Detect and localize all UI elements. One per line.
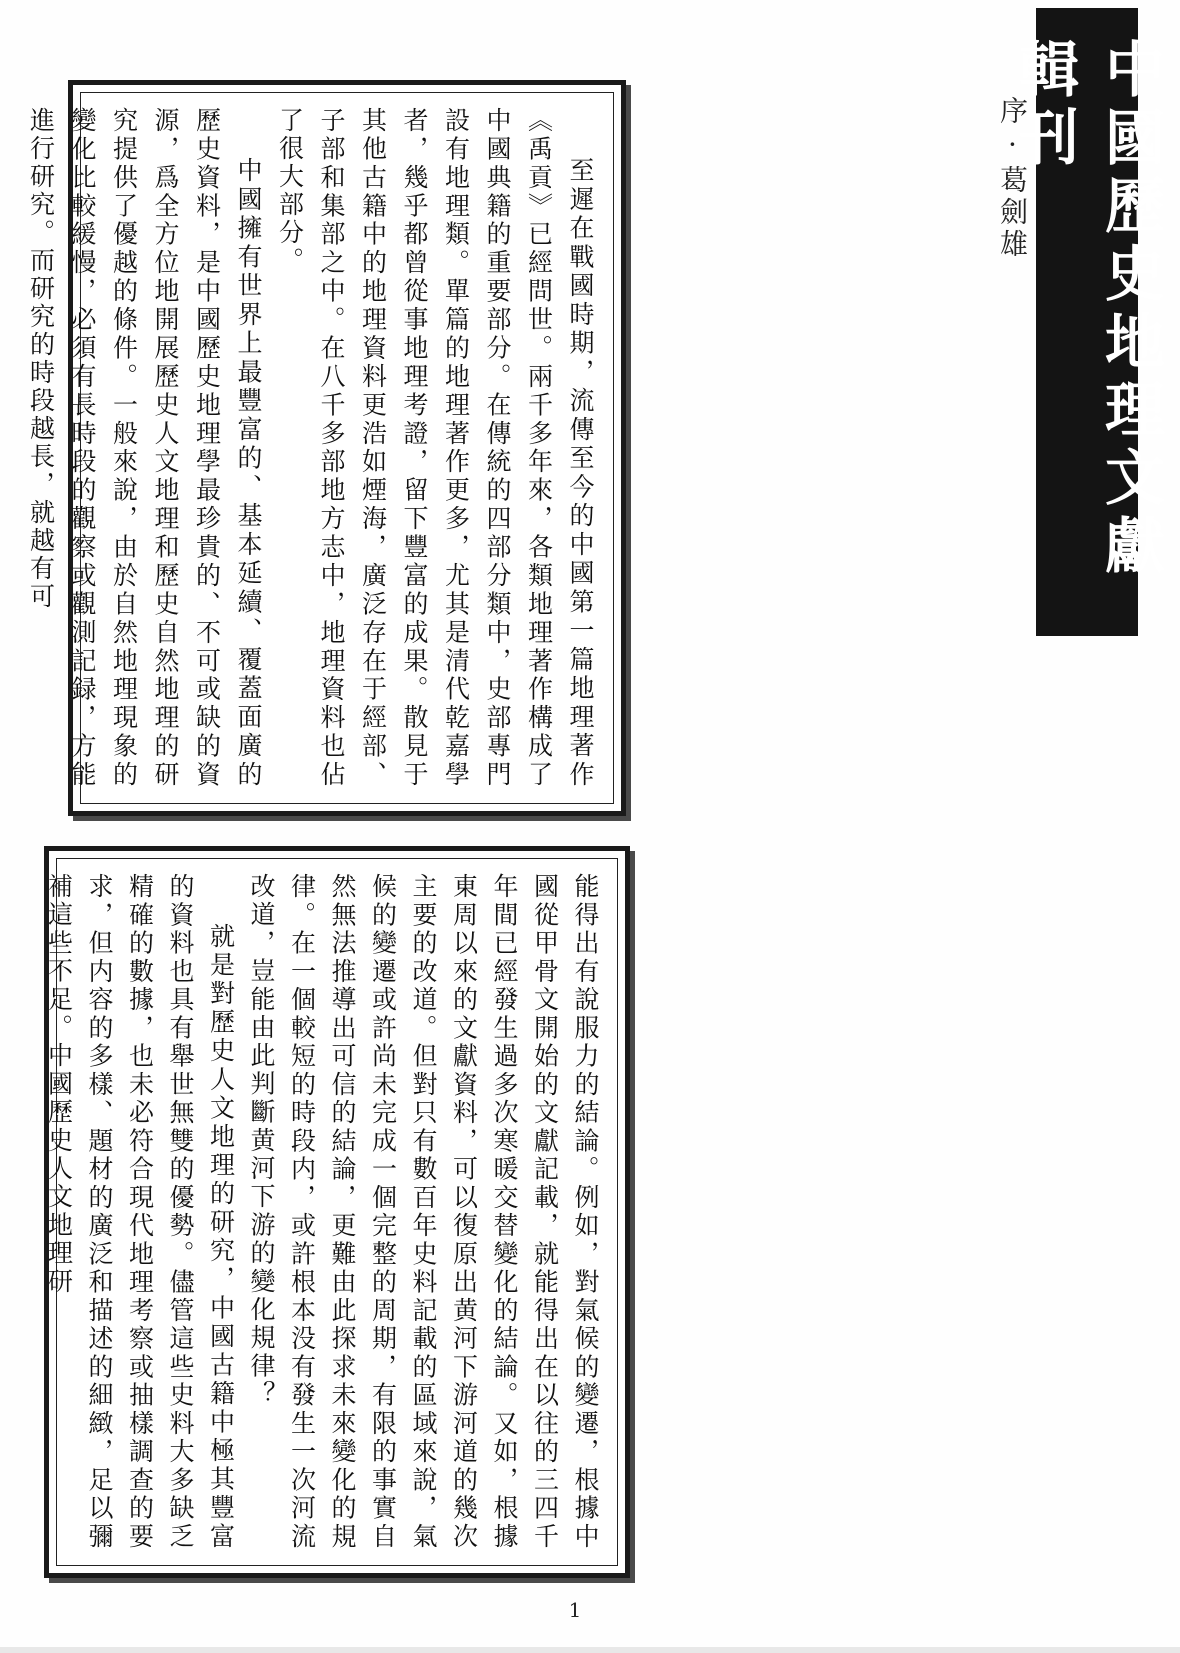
paragraph: 至遲在戰國時期，流傳至今的中國第一篇地理著作《禹貢》已經問世。兩千多年來，各類地理著作構成了中國典籍的重要部分。在傳統的四部分類中，史部專門設有地理類。單篇的地理著作更多，尤其是清代乾嘉學者，幾乎都曾從事地理考證，留下豐富的成果。散見于其他古籍中的地理資料更浩如煙海，廣泛存在于經部、子部和集部之中。在八千多部地方志中，地理資料也佔了很大部分。 <box>275 107 595 789</box>
series-title: 中國歷史地理文獻輯刊 <box>1036 8 1138 636</box>
paragraph: 中國擁有世界上最豐富的、基本延續、覆蓋面廣的歷史資料，是中國歷史地理學最珍貴的、不可或缺的資源，爲全方位地開展歷史人文地理和歷史自然地理的研究提供了優越的條件。一般來說，由於自然地理現象的變化比較緩慢，必須有長時段的觀察或觀測記録，方能進行研究。而研究的時段越長，就越有可 <box>26 107 263 789</box>
scan-edge <box>0 1647 1180 1653</box>
preface-author: 序·葛劍雄 <box>996 96 1029 261</box>
text-panel-top-body <box>26 107 601 789</box>
text-panel-bottom-frame <box>44 858 618 1566</box>
paragraph: 就是對歷史人文地理的研究，中國古籍中極其豐富的資料也具有舉世無雙的優勢。儘管這些史料大多缺乏精確的數據，也未必符合現代地理考察或抽樣調查的要求，但内容的多樣、題材的廣泛和描述的細緻，足以彌補這些不足。中國歷史人文地理研 <box>44 873 236 1551</box>
text-panel-bottom <box>44 846 630 1578</box>
page-number: 1 <box>568 1598 582 1622</box>
paragraph: 能得出有說服力的結論。例如，對氣候的變遷，根據中國從甲骨文開始的文獻記載，就能得出在以往的三四千年間已經發生過多次寒暖交替變化的結論。又如，根據東周以來的文獻資料，可以復原出黄河下游河道的幾次主要的改道。但對只有數百年史料記載的區域來說，氣候的變遷或許尚未完成一個完整的周期，有限的事實自然無法推導出可信的結論，更難由此探求未來變化的規律。在一個較短的時段内，或許根本没有發生一次河流改道，豈能由此判斷黄河下游的變化規律？ <box>247 873 600 1551</box>
text-panel-top <box>26 80 626 816</box>
text-panel-bottom-body <box>44 873 605 1551</box>
text-panel-top-frame <box>26 92 614 804</box>
